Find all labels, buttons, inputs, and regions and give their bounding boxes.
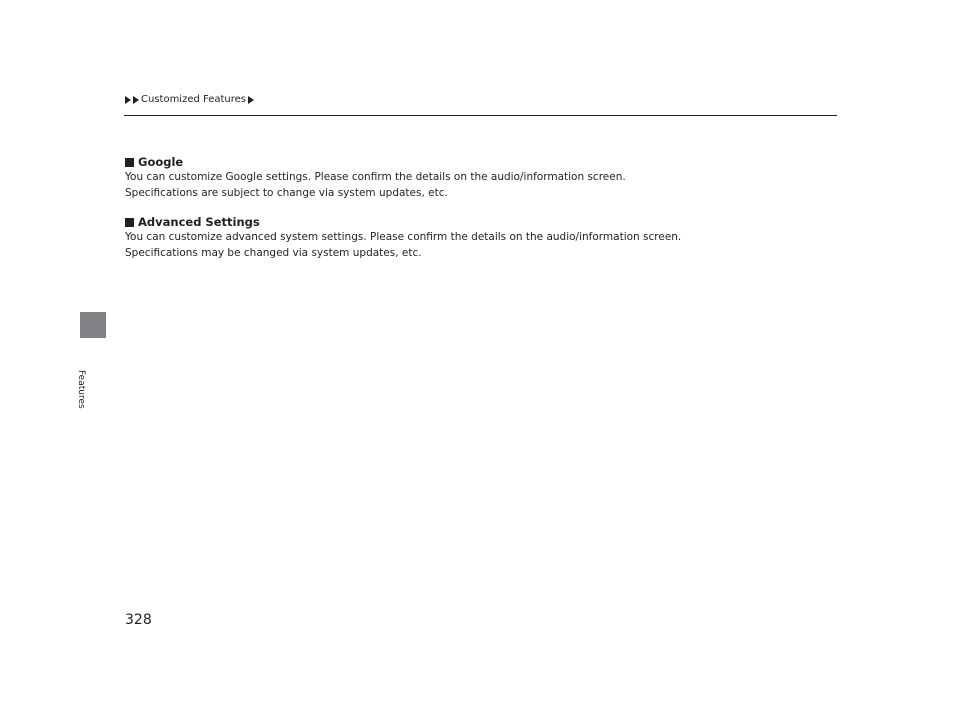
square-bullet-icon	[125, 158, 134, 167]
section-heading	[125, 155, 845, 170]
breadcrumb-arrow-icon	[248, 96, 254, 104]
breadcrumb-arrow-icon	[125, 96, 131, 104]
section-title: Google	[138, 155, 184, 169]
paragraph-line: You can customize Google settings. Please confirm the details on the audio/information screen.	[125, 171, 626, 183]
paragraph-line: Specifications are subject to change via system updates, etc.	[125, 186, 448, 199]
chapter-label: Features	[76, 370, 86, 409]
square-bullet-icon	[125, 218, 134, 227]
breadcrumb-arrow-icon	[133, 96, 139, 104]
section-google	[125, 155, 845, 201]
breadcrumb-label: Customized Features	[141, 94, 247, 105]
section-advanced-settings	[125, 215, 845, 261]
paragraph-line: You can customize advanced system settings. Please confirm the details on the audio/information screen.	[125, 231, 682, 243]
chapter-tab	[80, 312, 106, 338]
paragraph-line: Specifications may be changed via system updates, etc.	[125, 246, 422, 259]
header-divider	[124, 115, 837, 116]
page-number: 328	[125, 612, 152, 628]
breadcrumb	[125, 94, 254, 105]
main-content	[125, 155, 845, 275]
section-title: Advanced Settings	[138, 215, 260, 229]
section-heading	[125, 215, 845, 230]
